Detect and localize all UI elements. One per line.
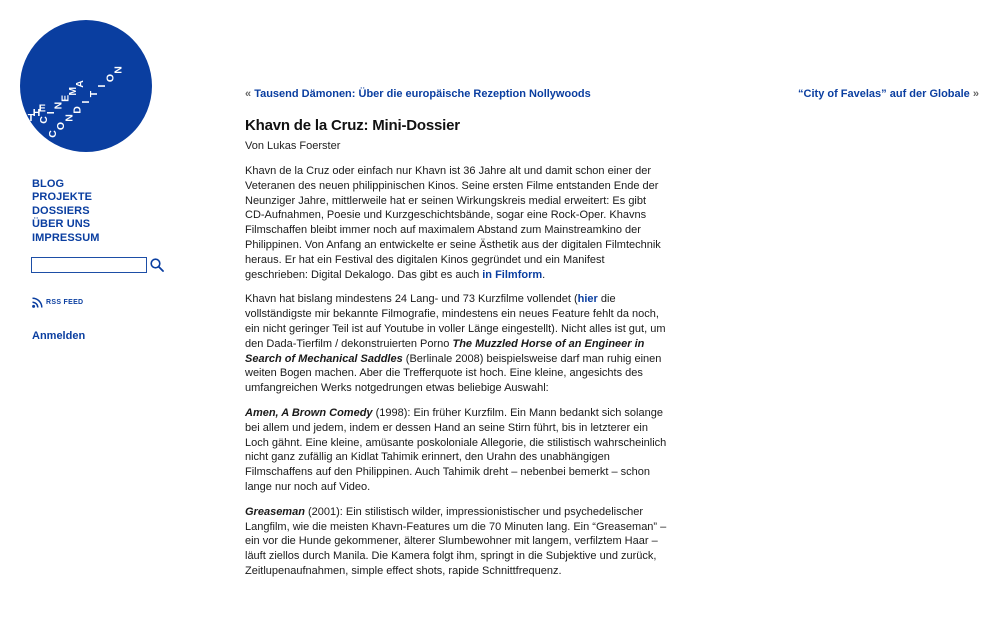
- paragraph-text: (Berlinale 2008) beispielsweise darf man ruhig einen weiten Bogen machen. Aber die Trefferquote ist hoch. Eine kleine, angesichts des umfangreichen Werks notgedrungen etwas beliebige Auswahl:: [245, 352, 662, 395]
- logo-letter: E: [59, 94, 72, 102]
- rss-feed-link[interactable]: [32, 297, 83, 308]
- prev-arrow: «: [245, 88, 252, 100]
- article-paragraph-3: [245, 406, 667, 495]
- film-title: Greaseman: [245, 505, 305, 518]
- logo-circle: [20, 20, 152, 152]
- next-post-link[interactable]: [798, 88, 979, 100]
- next-arrow: »: [972, 88, 979, 100]
- nav-item-ueber-uns[interactable]: ÜBER UNS: [32, 218, 91, 231]
- film-title: Amen, A Brown Comedy: [245, 406, 373, 419]
- logo-letter: M: [66, 86, 79, 96]
- logo-letter: I: [45, 111, 58, 115]
- logo-letter: N: [63, 114, 76, 122]
- logo-letter: E: [38, 102, 46, 115]
- rss-icon: [32, 297, 43, 308]
- logo-letter: N: [112, 66, 125, 74]
- logo-letter: T: [88, 90, 100, 98]
- article-byline: Von Lukas Foerster: [245, 140, 341, 152]
- nav-item-projekte[interactable]: PROJEKTE: [32, 191, 93, 204]
- search-form: [31, 257, 164, 273]
- logo-letter: D: [71, 106, 84, 114]
- nav-item-dossiers[interactable]: DOSSIERS: [32, 204, 90, 217]
- logo-letter: O: [104, 73, 117, 83]
- paragraph-text: (2001): Ein stilistisch wilder, impressionistischer und psychedelischer Langfilm, wie die meisten Khavn-Features um die 70 Minuten lang. Ein “Greaseman” – ein vor die Hunde gekommener, älterer Slumbewohner mit langem, verfilztem Haar – läuft ziellos durch Manila. Die Kamera folgt ihm, springt in die Subjektive und zurück, Zeitlupenaufnahmen, simple effect shots, rapide Schnittfrequenz.: [245, 505, 667, 577]
- logo-letter: A: [74, 80, 86, 88]
- logo-letter: I: [79, 100, 92, 104]
- login-link[interactable]: Anmelden: [32, 330, 86, 342]
- logo-letter: I: [96, 84, 109, 88]
- paragraph-text: Khavn de la Cruz oder einfach nur Khavn ist 36 Jahre alt und damit schon einer der Veteranen des neuen philippinischen Kinos. Seine ersten Filme entstanden Ende der Neunziger Jahre, mittlerweile hat er seinen Wirkungskreis medial erweitert: Es gibt CD-Aufnahmen, Poesie und Kurzgeschichtsbände, sogar eine Rock-Oper. Khavns Filmschaffen bleibt immer noch auf maximalem Abstand zum Mainstreamkino der Philippinen. Von Anfang an entwickelte er seine Ästhetik aus der digitalen Filmtechnik heraus. Er hat ein Festival des digitalen Kinos gegründet und ein Manifest geschrieben: Digital Dekalogo. Das gibt es auch: [245, 165, 661, 281]
- previous-post-label: Tausend Dämonen: Über die europäische Rezeption Nollywoods: [254, 88, 591, 100]
- article-paragraph-2: [245, 292, 667, 396]
- logo-letter: C: [38, 116, 50, 124]
- paragraph-text: (1998): Ein früher Kurzfilm. Ein Mann bedankt sich solange bei allem und jedem, indem er dessen Hand an seine Stirn führt, bis in letzterer ein Loch gähnt. Eine kleine, amüsante poskoloniale Allegorie, die stilistisch wahrscheinlich nicht ganz zufällig an Kidlat Tahimik erinnert, den Urahn des unabhängigen Filmschaffens auf den Philippinen. Auch Tahimik dreht – nebenbei bemerkt – schon lange nur noch auf Video.: [245, 406, 667, 493]
- paragraph-text: Khavn hat bislang mindestens 24 Lang- und 73 Kurzfilme vollendet (: [245, 293, 578, 306]
- nav-item-blog[interactable]: BLOG: [32, 178, 65, 190]
- filmography-link[interactable]: hier: [577, 293, 598, 306]
- film-title: The Muzzled Horse of an Engineer in Search of Mechanical Saddles: [245, 337, 645, 365]
- logo-letter: T: [27, 112, 35, 124]
- paragraph-text: die vollständigste mir bekannte Filmografie, mindestens ein neues Feature fehlt da noch, ein nicht geringer Teil ist auf Youtube in voller Länge eingestellt). Nicht alles ist gut, um den Dada-Tierfilm / dekonstruierten Porno: [245, 293, 666, 350]
- rss-feed-label: RSS FEED: [46, 299, 84, 306]
- filmform-link[interactable]: in Filmform: [482, 268, 543, 281]
- search-icon[interactable]: [150, 258, 164, 272]
- paragraph-text: .: [542, 268, 546, 281]
- logo-letter: O: [55, 121, 68, 131]
- main-nav: [32, 178, 100, 245]
- article-paragraph-4: [245, 505, 667, 579]
- article-title: Khavn de la Cruz: Mini-Dossier: [245, 117, 460, 134]
- search-input[interactable]: [31, 257, 147, 273]
- article: [245, 117, 667, 579]
- nav-item-impressum[interactable]: IMPRESSUM: [32, 231, 100, 244]
- article-paragraph-1: [245, 164, 667, 282]
- next-post-label: “City of Favelas” auf der Globale: [798, 88, 970, 100]
- site-logo[interactable]: [20, 20, 152, 152]
- logo-letter: C: [47, 130, 59, 138]
- logo-letter: H: [32, 107, 41, 120]
- logo-letter: N: [52, 101, 65, 110]
- previous-post-link[interactable]: [245, 88, 591, 100]
